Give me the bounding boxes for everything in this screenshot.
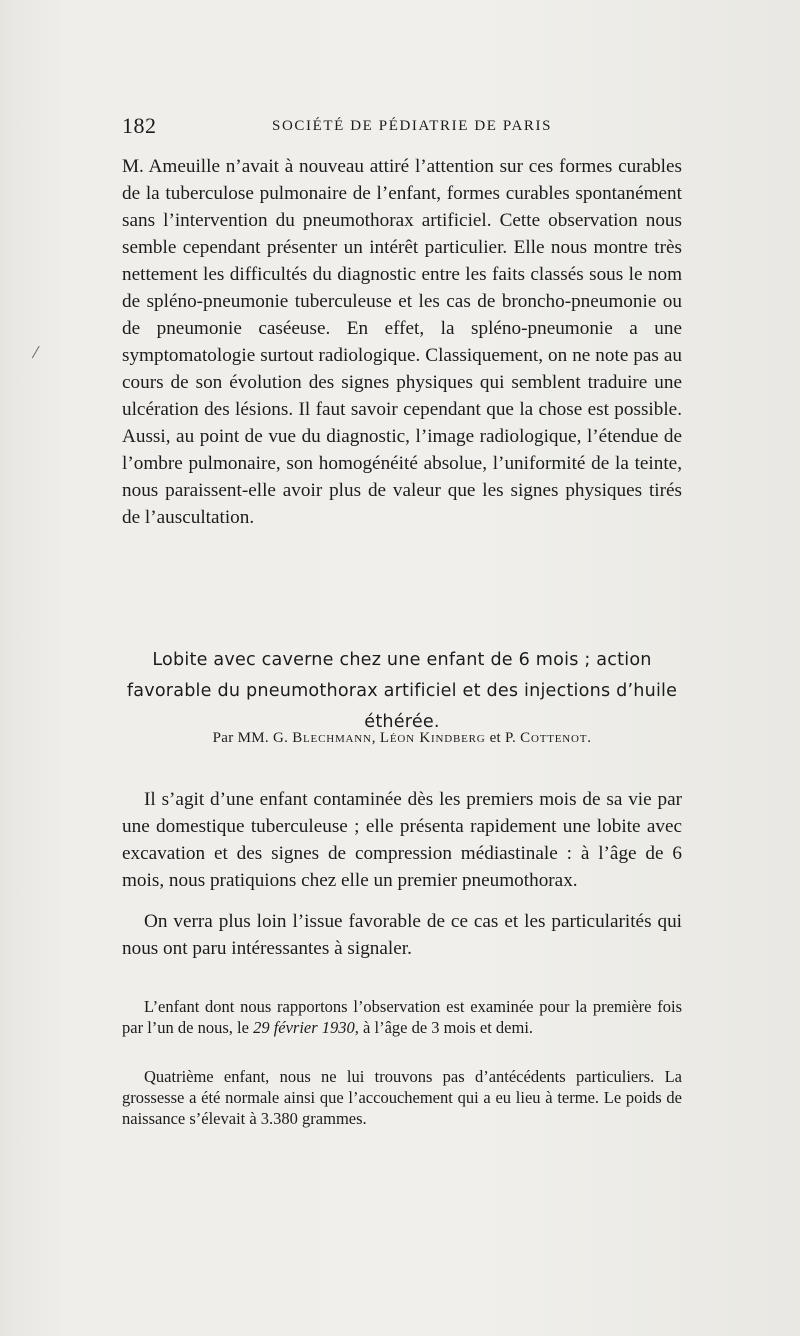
case-note-paragraph: On verra plus loin l’issue favorable de ce cas et les particularités qui nous ont paru intéressantes à signaler. (122, 911, 682, 959)
journal-title: SOCIÉTÉ DE PÉDIATRIE DE PARIS (272, 118, 553, 134)
author-cottenot: Cottenot (520, 730, 588, 746)
margin-mark (32, 346, 43, 361)
authors-suffix: . (587, 730, 592, 746)
authors-prefix: Par MM. G. (212, 730, 289, 746)
observation-paragraph-2: Quatrième enfant, nous ne lui trouvons pas d’antécédents particuliers. La grossesse a été normale ainsi que l’accouchement qui a eu lieu à terme. Le poids de naissance s’élevait à 3.380 grammes. (122, 1067, 682, 1128)
running-head (122, 113, 682, 143)
observation-date: 29 février 1930 (253, 1018, 355, 1037)
authors-separator-2: et P. (485, 730, 521, 746)
article-title: Lobite avec caverne chez une enfant de 6 mois ; action favorable du pneumothorax artificiel et des injections d’huile éthérée. (126, 650, 678, 732)
intro-paragraph: M. Ameuille n’avait à nouveau attiré l’attention sur ces formes curables de la tuberculose pulmonaire de l’enfant, formes curables spontanément sans l’intervention du pneumothorax artificiel. Cette observation nous semble cependant présenter un intérêt particulier. Elle nous montre très nettement les difficultés du diagnostic entre les faits classés sous le nom de spléno-pneumonie tuberculeuse et les cas de broncho-pneumonie ou de pneumonie caséeuse. En effet, la spléno-pneumonie a une symptomatologie surtout radiologique. Classiquement, on ne note pas au cours de son évolution des signes physiques qui semblent traduire une ulcération des lésions. Il faut savoir cependant que la chose est possible. Aussi, au point de vue du diagnostic, l’image radiologique, l’étendue de l’ombre pulmonaire, son homogénéité absolue, l’uniformité de la teinte, nous paraissent-elle avoir plus de valeur que les signes physiques tirés de l’auscultation. (122, 156, 682, 528)
authors-separator: , (371, 730, 380, 746)
article-authors (122, 730, 682, 747)
case-intro-paragraph: Il s’agit d’une enfant contaminée dès les premiers mois de sa vie par une domestique tuberculeuse ; elle présenta rapidement une lobite avec excavation et des signes de compression médiastinale : à l’âge de 6 mois, nous pratiquions chez elle un premier pneumothorax. (122, 789, 682, 891)
observation-p1-start: L’enfant dont nous rapportons l’observation est examinée pour la première fois par l’un de nous, le (122, 997, 682, 1037)
author-blechmann: Blechmann (292, 730, 372, 746)
observation-paragraph-1 (122, 996, 682, 1038)
observation-p1-end: , à l’âge de 3 mois et demi. (354, 1018, 534, 1037)
page-number: 182 (122, 113, 157, 138)
author-kindberg: Léon Kindberg (379, 730, 486, 746)
